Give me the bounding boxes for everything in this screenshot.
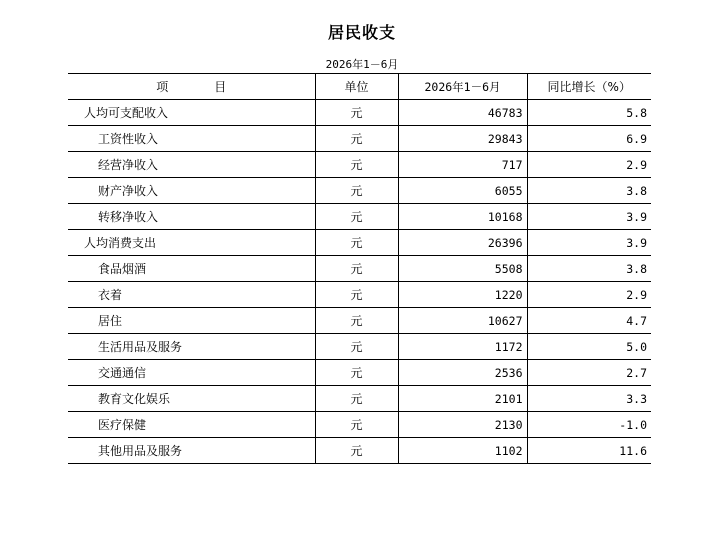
row-value: 2536 — [398, 360, 527, 386]
row-item-label: 其他用品及服务 — [68, 438, 315, 464]
table-row — [68, 256, 651, 282]
period-subtitle: 2026年1－6月 — [325, 58, 399, 71]
table-row — [68, 178, 651, 204]
page-title: 居民收支 — [327, 23, 396, 42]
row-item-label: 生活用品及服务 — [68, 334, 315, 360]
row-item-label: 人均消费支出 — [68, 230, 315, 256]
row-unit: 元 — [315, 126, 398, 152]
row-unit: 元 — [315, 100, 398, 126]
row-growth: 2.9 — [527, 282, 651, 308]
row-unit: 元 — [315, 308, 398, 334]
row-growth: 5.0 — [527, 334, 651, 360]
row-item-label: 医疗保健 — [68, 412, 315, 438]
row-growth: 6.9 — [527, 126, 651, 152]
header-item-part1: 项 — [156, 80, 169, 94]
row-value: 1172 — [398, 334, 527, 360]
row-item-label: 工资性收入 — [68, 126, 315, 152]
row-growth: 11.6 — [527, 438, 651, 464]
row-value: 26396 — [398, 230, 527, 256]
row-value: 46783 — [398, 100, 527, 126]
row-unit: 元 — [315, 204, 398, 230]
table-row — [68, 386, 651, 412]
row-unit: 元 — [315, 152, 398, 178]
table-row — [68, 152, 651, 178]
row-unit: 元 — [315, 256, 398, 282]
row-growth: 4.7 — [527, 308, 651, 334]
row-value: 1102 — [398, 438, 527, 464]
row-unit: 元 — [315, 334, 398, 360]
row-unit: 元 — [315, 230, 398, 256]
row-growth: 2.9 — [527, 152, 651, 178]
row-unit: 元 — [315, 386, 398, 412]
header-unit: 单位 — [315, 74, 398, 100]
row-item-label: 食品烟酒 — [68, 256, 315, 282]
header-value: 2026年1－6月 — [398, 74, 527, 100]
row-growth: 3.3 — [527, 386, 651, 412]
header-item — [68, 74, 315, 100]
row-item-label: 衣着 — [68, 282, 315, 308]
header-growth: 同比增长（%） — [527, 74, 651, 100]
table-row — [68, 360, 651, 386]
table-row — [68, 126, 651, 152]
row-item-label: 财产净收入 — [68, 178, 315, 204]
row-growth: 3.9 — [527, 204, 651, 230]
row-unit: 元 — [315, 360, 398, 386]
row-growth: 5.8 — [527, 100, 651, 126]
row-value: 29843 — [398, 126, 527, 152]
row-item-label: 经营净收入 — [68, 152, 315, 178]
table-row — [68, 230, 651, 256]
row-value: 717 — [398, 152, 527, 178]
table-row — [68, 308, 651, 334]
row-item-label: 教育文化娱乐 — [68, 386, 315, 412]
row-growth: 3.9 — [527, 230, 651, 256]
row-value: 10168 — [398, 204, 527, 230]
row-value: 1220 — [398, 282, 527, 308]
row-item-label: 转移净收入 — [68, 204, 315, 230]
table-row — [68, 204, 651, 230]
row-growth: 3.8 — [527, 178, 651, 204]
row-unit: 元 — [315, 438, 398, 464]
row-value: 2101 — [398, 386, 527, 412]
table-row — [68, 282, 651, 308]
row-unit: 元 — [315, 282, 398, 308]
row-value: 6055 — [398, 178, 527, 204]
table-body — [68, 100, 651, 464]
table-row — [68, 412, 651, 438]
row-value: 2130 — [398, 412, 527, 438]
row-item-label: 交通通信 — [68, 360, 315, 386]
header-item-part2: 目 — [214, 80, 227, 94]
row-growth: 2.7 — [527, 360, 651, 386]
row-item-label: 人均可支配收入 — [68, 100, 315, 126]
income-expenditure-table — [68, 73, 651, 464]
table-header-row — [68, 74, 651, 100]
row-growth: -1.0 — [527, 412, 651, 438]
row-value: 10627 — [398, 308, 527, 334]
row-unit: 元 — [315, 412, 398, 438]
table-row — [68, 438, 651, 464]
row-value: 5508 — [398, 256, 527, 282]
row-growth: 3.8 — [527, 256, 651, 282]
table-row — [68, 334, 651, 360]
row-unit: 元 — [315, 178, 398, 204]
table-row — [68, 100, 651, 126]
row-item-label: 居住 — [68, 308, 315, 334]
